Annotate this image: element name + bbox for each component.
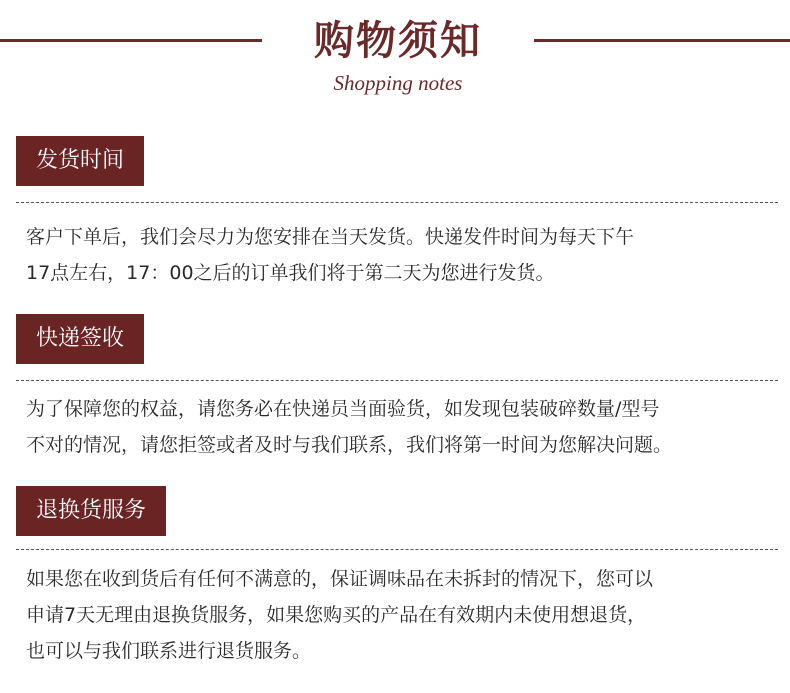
section-body: [26, 561, 776, 669]
body-line: 申请7天无理由退换货服务，如果您购买的产品在有效期内未使用想退货，: [26, 604, 647, 626]
body-line: 17点左右，17：00之后的订单我们将于第二天为您进行发货。: [26, 262, 555, 284]
body-line: 不对的情况，请您拒签或者及时与我们联系，我们将第一时间为您解决问题。: [26, 434, 673, 456]
header-rule-right: [534, 39, 790, 42]
body-line: 为了保障您的权益，请您务必在快递员当面验货，如发现包装破碎数量/型号: [26, 398, 660, 420]
shopping-notes-header: [0, 0, 790, 110]
section-divider: [16, 202, 778, 203]
page-title: 购物须知: [314, 17, 482, 64]
section-label: 发货时间: [16, 136, 144, 186]
section-label: 退换货服务: [16, 486, 166, 536]
body-line: 客户下单后，我们会尽力为您安排在当天发货。快递发件时间为每天下午: [26, 226, 635, 248]
header-rule-left: [0, 39, 262, 42]
section-body: [26, 391, 776, 463]
section-label: 快递签收: [16, 314, 144, 364]
body-line: 也可以与我们联系进行退货服务。: [26, 640, 312, 662]
section-divider: [16, 549, 778, 550]
section-divider: [16, 380, 778, 381]
section-body: [26, 219, 776, 291]
page-subtitle: Shopping notes: [333, 71, 463, 95]
body-line: 如果您在收到货后有任何不满意的，保证调味品在未拆封的情况下，您可以: [26, 568, 654, 590]
